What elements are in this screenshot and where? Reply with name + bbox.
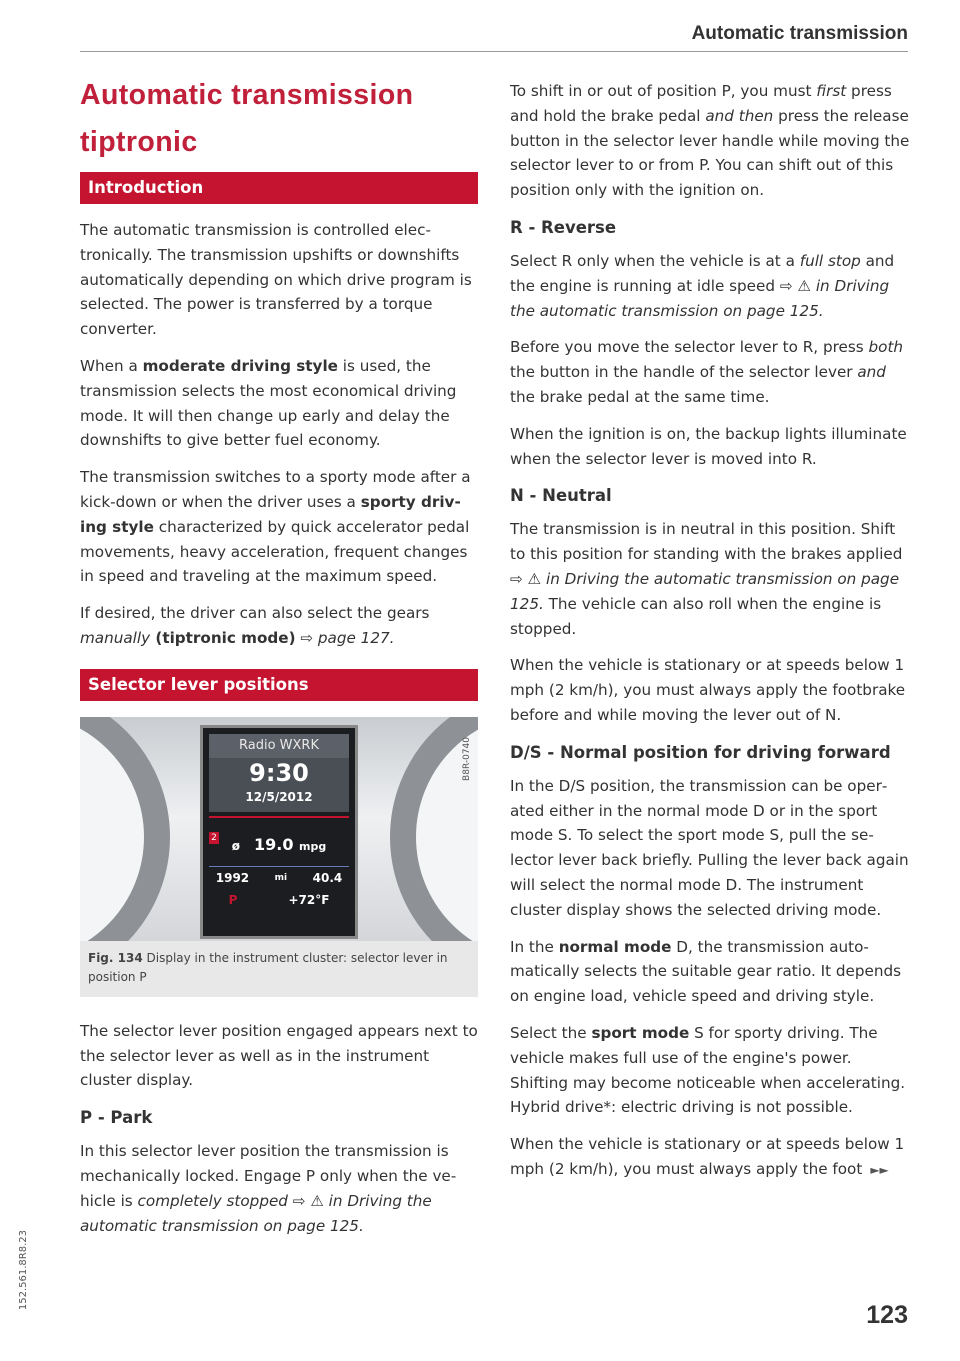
page-reference-link[interactable]: in Driving the automatic transmission on page 125. — [510, 276, 890, 320]
date: 12/5/2012 — [209, 788, 349, 812]
text: press and hold the brake pedal — [510, 82, 892, 125]
odometer-unit: mi — [274, 872, 288, 883]
italic: and — [857, 363, 886, 382]
display-divider — [209, 816, 349, 818]
reverse-paragraph-3: When the ignition is on, the backup lights illuminate when the selector lever is moved into R. — [510, 424, 907, 468]
section-heading-introduction: Introduction — [80, 172, 478, 204]
figure-code: B8R-0740 — [462, 736, 472, 781]
odometer-row — [203, 867, 355, 889]
text: press the release button in the selector lever handle while moving the selector lever to or from P. You can shift out of this position only with the ignition on. — [510, 106, 910, 200]
stationary-paragraph — [510, 1132, 910, 1183]
neutral-paragraph-1 — [510, 517, 910, 641]
status-row — [203, 889, 355, 911]
section-heading-selector-lever: Selector lever positions — [80, 669, 478, 701]
text: The transmission switches to a sporty mode after a kick-down or when the driver uses a — [80, 468, 471, 511]
italic: full stop — [799, 251, 861, 270]
emphasis: normal mode — [558, 937, 672, 956]
drive-heading: D/S - Normal position for driving forward — [510, 742, 891, 762]
text: S for sporty driving. The vehicle makes full use of the engine's power. Shifting may become noticeable when accelerating. Hybrid drive*: electric driving is not possible. — [510, 1023, 906, 1117]
italic: and then — [705, 106, 774, 125]
average-consumption — [203, 828, 355, 864]
header-rule — [80, 51, 908, 52]
neutral-heading: N - Neutral — [510, 486, 612, 506]
radio-station: Radio WXRK — [209, 734, 349, 758]
emphasis: moderate driving style — [142, 356, 338, 375]
text: Select R only when the vehicle is at a — [510, 251, 800, 270]
text: the brake pedal at the same time. — [510, 387, 770, 406]
text: and the engine is running at idle speed ⇨ ⚠ — [510, 251, 895, 295]
figure-134 — [80, 717, 478, 997]
text: Select the — [510, 1023, 592, 1042]
page-number: 123 — [866, 1301, 908, 1329]
figure-caption — [80, 941, 478, 997]
reverse-heading: R - Reverse — [510, 217, 617, 237]
moderate-style-paragraph — [80, 354, 478, 453]
selector-position-paragraph: The selector lever position engaged appears next to the selector lever as well as in the instrument cluster display. — [80, 1021, 478, 1090]
italic: manually — [80, 628, 151, 647]
page-badge: 2 — [209, 832, 219, 844]
normal-mode-paragraph — [510, 935, 910, 1009]
italic: both — [868, 338, 904, 357]
park-paragraph — [80, 1139, 478, 1238]
text: The transmission is in neutral in this position. Shift to this position for standing with the brakes applied ⇨ ⚠ — [510, 520, 903, 588]
text: If desired, the driver can also select the gears — [80, 604, 430, 623]
park-shift-paragraph — [510, 79, 910, 203]
text: D, the transmission automatically selects the suitable gear ratio. It depends on engine load, vehicle speed and driving style. — [510, 937, 902, 1006]
sport-mode-paragraph — [510, 1021, 910, 1120]
running-head: Automatic transmission — [691, 23, 908, 44]
neutral-paragraph-2: When the vehicle is stationary or at speeds below 1 mph (2 km/h), you must always apply the footbrake before and while moving the lever out of N. — [510, 656, 906, 724]
italic: completely stopped — [137, 1191, 288, 1210]
instrument-cluster-image — [80, 717, 478, 941]
document-code: 152.561.8R8.23 — [18, 1230, 29, 1311]
page-reference-link[interactable]: in Driving the automatic transmission on page 125. — [510, 569, 900, 613]
cluster-display — [200, 725, 358, 939]
right-column — [510, 79, 910, 1195]
italic: first — [816, 82, 847, 100]
text: When a — [80, 356, 143, 375]
tiptronic-paragraph — [80, 601, 478, 651]
park-heading: P - Park — [80, 1108, 153, 1128]
text: The vehicle can also roll when the engine is stopped. — [510, 594, 882, 638]
page-reference-link[interactable]: ⇨ page 127. — [295, 628, 395, 647]
left-column — [80, 72, 478, 1250]
chapter-title-line1: Automatic transmission — [80, 79, 414, 111]
gear-indicator: P — [228, 892, 238, 907]
text: In the — [510, 937, 559, 956]
text: In this selector lever position the transmission is mechanically locked. Engage P only when the vehicle is — [80, 1142, 457, 1210]
text: When the vehicle is stationary or at speeds below 1 mph (2 km/h), you must always apply the foot — [510, 1135, 905, 1178]
figure-label: Fig. 134 — [88, 950, 143, 965]
figure-caption-text: Display in the instrument cluster: selector lever in position P — [88, 950, 448, 984]
sporty-style-paragraph — [80, 465, 478, 589]
reverse-paragraph-1 — [510, 249, 910, 323]
odometer: 1992 — [215, 870, 250, 885]
continue-arrow-icon: ►► — [870, 1162, 889, 1177]
page-reference-link[interactable]: ⇨ ⚠ in Driving the automatic transmission on page 125. — [80, 1191, 432, 1235]
emphasis: (tiptronic mode) — [150, 628, 296, 647]
chapter-title-line2: tiptronic — [80, 126, 198, 158]
text: the button in the handle of the selector lever — [510, 363, 858, 382]
text: is used, the transmission selects the most economical driving mode. It will then change up early and delay the downshifts to give better fuel economy. — [80, 356, 457, 450]
text: characterized by quick accelerator pedal movements, heavy acceleration, frequent changes in speed and traveling at the maximum speed. — [80, 517, 470, 586]
text: Before you move the selector lever to R, press — [510, 338, 869, 357]
clock-time: 9:30 — [209, 758, 349, 788]
drive-paragraph-1: In the D/S position, the transmission can be operated either in the normal mode D or in the sport mode S. To select the sport mode S, pull the selector lever back briefly. Pulling the lever back again will select the normal mode D. The instrument cluster display shows the selected driving mode. — [510, 776, 909, 919]
chapter-title — [80, 72, 478, 166]
reverse-paragraph-2 — [510, 335, 910, 409]
intro-paragraph: The automatic transmission is controlled electronically. The transmission upshifts or downshifts automatically depending on which drive program is selected. The power is transferred by a torque converter. — [80, 221, 472, 339]
left-gauge — [80, 717, 170, 941]
average-symbol: ø — [231, 838, 240, 853]
text: To shift in or out of position P, you must — [510, 82, 817, 100]
outside-temperature: +72°F — [288, 892, 330, 907]
average-value: 19.0 — [253, 834, 294, 854]
emphasis: sport mode — [591, 1023, 690, 1042]
emphasis: sporty driving style — [80, 492, 461, 536]
average-unit: mpg — [299, 839, 327, 853]
trip: 40.4 — [312, 870, 343, 885]
